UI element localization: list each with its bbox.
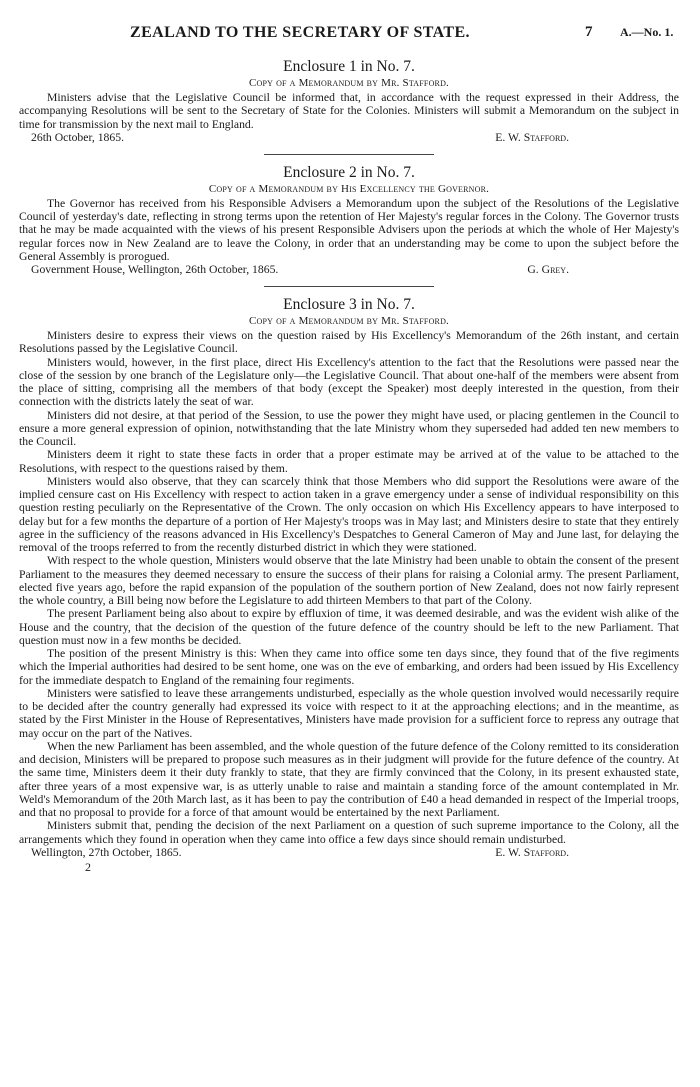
paragraph: Ministers submit that, pending the decision of the next Parliament on a question of such supreme importance to the Colony, all the arrangements which they found in operation when they came into office a few days since should remain undisturbed. bbox=[19, 819, 679, 846]
header-title: ZEALAND TO THE SECRETARY OF STATE. bbox=[130, 24, 470, 41]
document-body bbox=[19, 58, 679, 874]
enclosure-subtitle: Copy of a Memorandum by His Excellency the Governor. bbox=[208, 182, 490, 195]
place-date: Wellington, 27th October, 1865. bbox=[31, 845, 182, 859]
place-date: Government House, Wellington, 26th October, 1865. bbox=[31, 263, 279, 276]
enclosure-title: Enclosure 1 in No. 7. bbox=[283, 58, 415, 75]
paragraph: Ministers would, however, in the first place, direct His Excellency's attention to the fact that the Resolutions were passed near the close of the session by one branch of the Legislature only—the Legislative Council. That about one-half of the members were absent from the place of sitting, comprising all the members of that body (except the Speaker) most deeply interested in the question, from their connection with the districts lately the seat of war. bbox=[19, 355, 679, 409]
enclosure-1 bbox=[19, 58, 679, 145]
signature: E. W. Stafford. bbox=[495, 845, 569, 859]
enclosure-title: Enclosure 3 in No. 7. bbox=[283, 296, 415, 313]
section-divider bbox=[264, 286, 434, 287]
paragraph: With respect to the whole question, Ministers would observe that the late Ministry had been unable to obtain the consent of the present Parliament to the measures they deemed necessary to ensure the success of their plans for raising a Colonial army. The present Parliament, elected five years ago, before the rapid expansion of the population of the southern portion of New Zealand, does not now fairly represent the whole country, a Bill being now before the Legislature to add thirteen Members to that part of the Colony. bbox=[19, 554, 679, 607]
paragraph: When the new Parliament has been assembled, and the whole question of the future defence of the Colony remitted to its consideration and decision, Ministers will be prepared to propose such measures as in their judgment will provide for the future defence of the country. At the same time, Ministers deem it their duty frankly to state, that they are firmly convinced that the Colony, in its present exhausted state, after three years of a most expensive war, is as utterly unable to raise and maintain a standing force of the amount contemplated in Mr. Weld's Memorandum of the 20th March last, as it has been to pay the contribution of £40 a head demanded in respect of the Imperial troops, and that no proposal to provide for a force of that amount would be entertained by the next Parliament. bbox=[19, 739, 679, 819]
paragraph: The position of the present Ministry is this: When they came into office some ten days since, they found that of the five regiments which the Imperial authorities had desired to be sent home, one was on the eve of embarking, and orders had been issued by His Excellency for the immediate despatch to England of the remaining four regiments. bbox=[19, 647, 679, 687]
signature: E. W. Stafford. bbox=[495, 130, 569, 144]
paragraph: Ministers deem it right to state these facts in order that a proper estimate may be arrived at of the value to be attached to the Resolutions, with respect to the questions raised by them. bbox=[19, 448, 679, 475]
signoff bbox=[19, 131, 679, 145]
paragraph: Ministers did not desire, at that period of the Session, to use the power they might have used, or placing gentlemen in the Council to ensure a more general expression of opinion, notwithstanding that the late Ministry whom they superseded had added ten new members to the Council. bbox=[19, 408, 679, 448]
enclosure-subtitle: Copy of a Memorandum by Mr. Stafford. bbox=[248, 77, 450, 89]
paragraph: The present Parliament being also about to expire by effluxion of time, it was deemed desirable, and was the evident wish alike of the House and the country, that the decision of the question of the future defence of the country should be left to the new Parliament. That question must now in a few months be decided. bbox=[19, 607, 679, 647]
signature: G. Grey. bbox=[527, 263, 569, 276]
place-date: 26th October, 1865. bbox=[31, 130, 125, 144]
paragraph: Ministers advise that the Legislative Council be informed that, in accordance with the request expressed in their Address, the accompanying Resolutions will be sent to the Secretary of State for the Colonies. Ministers will submit a Memorandum on the subject in time for transmission by the next mail to England. bbox=[19, 91, 679, 131]
paragraph: Ministers were satisfied to leave these arrangements undisturbed, especially as the whole question involved would necessarily require to be decided after the country generally had expressed its voice with respect to it at the approaching elections; and in the meantime, as stated by the First Minister in the House of Representatives, Ministers have made provision for a sufficient force to repress any outrage that may occur on the part of the Natives. bbox=[19, 686, 679, 740]
signoff bbox=[19, 846, 679, 860]
signoff bbox=[19, 263, 679, 277]
running-header bbox=[0, 24, 700, 44]
section-divider bbox=[264, 154, 434, 155]
signature-mark: 2 bbox=[85, 859, 91, 874]
paragraph: Ministers desire to express their views on the question raised by His Excellency's Memorandum of the 26th instant, and certain Resolutions passed by the Legislative Council. bbox=[19, 329, 679, 356]
enclosure-2 bbox=[19, 164, 679, 277]
enclosure-title: Enclosure 2 in No. 7. bbox=[283, 163, 415, 181]
paragraph: The Governor has received from his Responsible Advisers a Memorandum upon the subject of the Resolutions of the Legislative Council of yesterday's date, reflecting in strong terms upon the retention of Her Majesty's regular forces in the Colony. The Governor trusts that he may be made acquainted with the views of his present Responsible Advisers upon the periods at which the whole of Her Majesty's regular forces now in New Zealand are to leave the Colony, in order that an understanding may be come to upon the subject before the General Assembly is prorogued. bbox=[19, 196, 679, 263]
enclosure-3 bbox=[19, 296, 679, 874]
enclosure-subtitle: Copy of a Memorandum by Mr. Stafford. bbox=[248, 315, 450, 327]
page-number: 7 bbox=[585, 24, 593, 40]
document-reference: A.—No. 1. bbox=[620, 25, 674, 39]
paragraph: Ministers would also observe, that they can scarcely think that those Members who did support the Resolutions were aware of the implied censure cast on His Excellency with respect to action taken in a grave emergency under a sense of individual responsibility on this question resting peculiarly on the Representative of the Crown. The only occasion on which His Excellency appears to have interposed to delay but for a few months the departure of a portion of Her Majesty's troops was in May last; and Ministers desire to state that they entirely agree in the sufficiency of the reasons advanced in His Excellency's Despatches to General Cameron of May and June last, for delaying the removal of the troops referred to from the recently disturbed district in which they were stationed. bbox=[19, 474, 679, 554]
